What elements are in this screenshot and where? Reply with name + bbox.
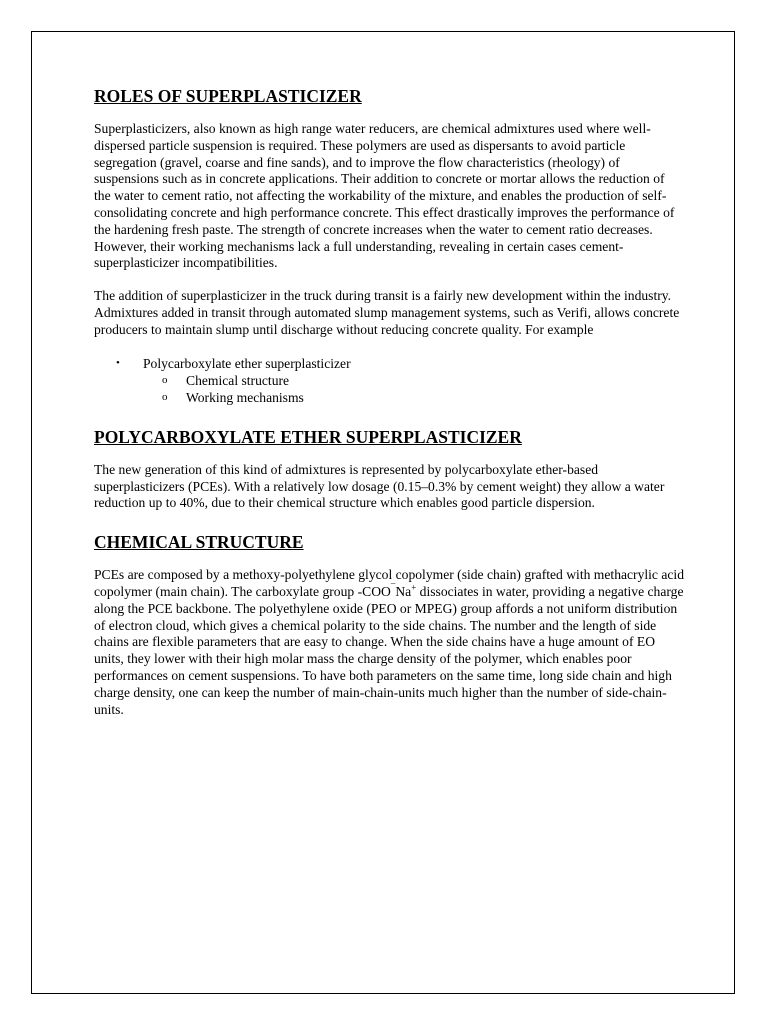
bullet-marker: • [116, 356, 120, 369]
paragraph-chemical-structure [94, 567, 684, 718]
sub-list [143, 372, 684, 407]
sub-list-item-label: Chemical structure [186, 372, 290, 388]
paragraph-chem-start: PCEs are composed by a methoxy-polyethylene glycol copolymer (side chain) grafted with methacrylic acid copolymer (main chain). The carboxylate group -COO [94, 567, 685, 599]
heading-roles: ROLES OF SUPERPLASTICIZER [94, 86, 362, 106]
paragraph-chem-end: dissociates in water, providing a negative charge along the PCE backbone. The polyethylene oxide (PEO or MPEG) group affords a not uniform distribution of electron cloud, which gives a chemical polarity to the side chains. The number and the length of side chains are flexible parameters that are easy to change. When the side chains have a huge amount of EO units, they lower with their high molar mass the charge density of the polymer, which enables poor performances on cement suspensions. To have both parameters on the same time, long side chain and high charge density, one can keep the number of main-chain-units much higher than the number of side-chain-units. [94, 583, 684, 717]
superscript-minus: ¯ [390, 582, 396, 593]
paragraph-roles-1: Superplasticizers, also known as high range water reducers, are chemical admixtures used where well-dispersed particle suspension is required. These polymers are used as dispersants to avoid particle segregation (gravel, coarse and fine sands), and to improve the flow characteristics (rheology) of suspensions such as in concrete applications. Their addition to concrete or mortar allows the reduction of the water to cement ratio, not affecting the workability of the mixture, and enables the production of self-consolidating concrete and high performance concrete. This effect drastically improves the performance of the hardening fresh paste. The strength of concrete increases when the water to cement ratio decreases. However, their working mechanisms lack a full understanding, revealing in certain cases cement-superplasticizer incompatibilities. [94, 121, 675, 271]
sodium-symbol: Na [395, 583, 412, 599]
document-body [94, 84, 684, 718]
list-item [94, 355, 684, 407]
sub-list-item-label: Working mechanisms [186, 390, 304, 406]
sub-bullet-marker: o [162, 373, 168, 386]
sub-list-item [143, 389, 684, 406]
sub-bullet-marker: o [162, 391, 168, 404]
heading-chemical-structure: CHEMICAL STRUCTURE [94, 532, 304, 553]
sub-list-item [143, 372, 684, 389]
superscript-plus: + [411, 582, 417, 593]
paragraph-pce: The new generation of this kind of admixtures is represented by polycarboxylate ether-based superplasticizers (PCEs). With a relatively low dosage (0.15–0.3% by cement weight) they allow a water reduction up to 40%, due to their chemical structure which enables good particle dispersion. [94, 461, 665, 511]
heading-pce: POLYCARBOXYLATE ETHER SUPERPLASTICIZER [94, 426, 522, 447]
list-item-label: Polycarboxylate ether superplasticizer [143, 355, 351, 371]
paragraph-roles-2: The addition of superplasticizer in the truck during transit is a fairly new development within the industry. Admixtures added in transit through automated slump management systems, such as Verifi, allows concrete producers to maintain slump until discharge without reducing concrete quality. For example [94, 288, 680, 337]
example-list [94, 355, 684, 407]
